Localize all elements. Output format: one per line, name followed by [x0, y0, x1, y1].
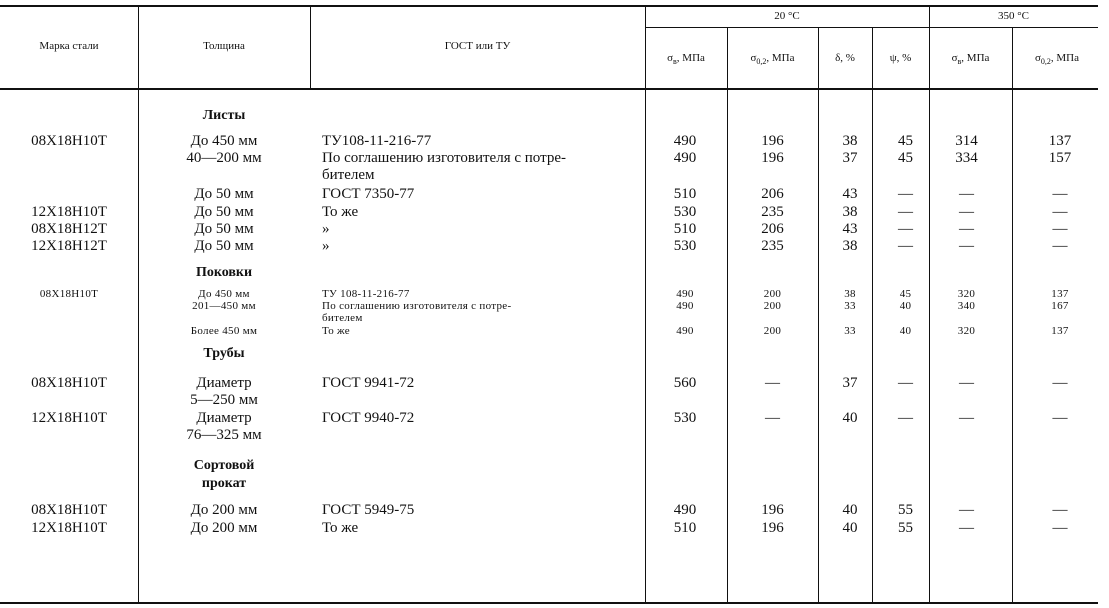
cell-delta: 33 [844, 300, 856, 312]
cell-sigma-02-350: — [1052, 410, 1068, 426]
cell-thickness: До 450 мм [198, 288, 250, 300]
cell-psi: — [898, 186, 913, 202]
cell-delta: 40 [842, 410, 858, 426]
bottom-rule [0, 602, 1098, 604]
cell-sigma-b: 490 [673, 502, 697, 518]
cell-sigma-02: 196 [761, 520, 784, 536]
cell-standard: » [322, 221, 330, 237]
cell-sigma-b-350: — [959, 410, 974, 426]
cell-psi: 55 [898, 520, 913, 536]
cell-standard-continued: бителем [322, 312, 363, 324]
cell-sigma-b: 490 [676, 300, 694, 312]
cell-sigma-02-350: — [1052, 502, 1068, 518]
cell-delta: 37 [842, 150, 858, 166]
top-rule [0, 5, 1098, 7]
cell-standard: По соглашению изготовителя с потре- [322, 150, 566, 166]
cell-sigma-02-350: — [1052, 375, 1068, 391]
cell-standard-continued: бителем [322, 167, 375, 183]
cell-thickness: До 50 мм [194, 221, 254, 237]
section-forgings: Поковки [195, 265, 253, 280]
cell-sigma-02-350: — [1052, 520, 1068, 536]
cell-sigma-02: — [765, 410, 780, 426]
header-thickness: Толщина [203, 40, 245, 52]
cell-delta: 43 [842, 186, 858, 202]
cell-standard: По соглашению изготовителя с потре- [322, 300, 512, 312]
cell-psi: 45 [898, 133, 913, 149]
cell-sigma-b: 510 [673, 221, 697, 237]
header-delta: δ, % [835, 52, 855, 64]
header-sigma-b-symbol: σ [667, 52, 674, 64]
cell-grade: 08Х18Н10Т [39, 288, 99, 300]
cell-psi: 45 [898, 150, 913, 166]
cell-grade: 08Х18Н12Т [31, 221, 107, 237]
header-sigma-02-unit: , МПа [766, 52, 795, 64]
cell-delta: 33 [844, 325, 856, 337]
cell-thickness: До 450 мм [190, 133, 258, 149]
header-sigma-b-350-unit: , МПа [961, 52, 990, 64]
cell-grade: 08Х18Н10Т [31, 133, 107, 149]
cell-sigma-b-350: — [959, 186, 974, 202]
cell-sigma-b: 490 [676, 288, 694, 300]
section-pipes: Трубы [203, 346, 245, 361]
cell-sigma-02-350: 167 [1051, 300, 1069, 312]
cell-delta: 38 [842, 133, 858, 149]
cell-sigma-b: 530 [673, 204, 697, 220]
header-sigma-02-sub: 0,2 [756, 57, 767, 67]
cell-standard: То же [322, 204, 359, 220]
cell-standard: ТУ108-11-216-77 [322, 133, 432, 149]
cell-sigma-b: 490 [676, 325, 694, 337]
cell-standard: ТУ 108-11-216-77 [322, 288, 410, 300]
cell-sigma-02-350: — [1052, 221, 1068, 237]
cell-psi: 40 [899, 325, 912, 337]
cell-psi: 45 [899, 288, 912, 300]
header-sigma-02-350-sub: 0,2 [1040, 57, 1051, 67]
header-sigma-02-350 [1012, 52, 1102, 68]
cell-thickness: 201—450 мм [192, 300, 256, 312]
cell-sigma-02: 196 [761, 150, 784, 166]
cell-sigma-02-350: — [1052, 186, 1068, 202]
cell-sigma-b-350: 340 [957, 300, 976, 312]
header-sigma-b [645, 52, 727, 68]
cell-sigma-02-350: 157 [1048, 150, 1072, 166]
cell-grade: 12Х18Н10Т [31, 520, 107, 536]
cell-sigma-02-350: 137 [1051, 288, 1069, 300]
cell-sigma-02: 206 [761, 221, 784, 237]
cell-psi: 40 [899, 300, 912, 312]
cell-sigma-b: 530 [673, 238, 697, 254]
cell-sigma-b-350: 320 [957, 288, 976, 300]
header-sigma-02 [727, 52, 818, 68]
cell-thickness: До 200 мм [190, 520, 258, 536]
section-bar-line1: Сортовой [193, 458, 255, 473]
cell-sigma-02: 196 [761, 502, 784, 518]
header-group-350: 350 °C [998, 10, 1029, 22]
cell-delta: 38 [844, 288, 856, 300]
cell-sigma-02: 235 [761, 204, 784, 220]
cell-sigma-b: 490 [673, 133, 697, 149]
cell-sigma-b-350: — [959, 204, 974, 220]
cell-standard: То же [322, 520, 359, 536]
cell-thickness: До 200 мм [190, 502, 258, 518]
cell-delta: 43 [842, 221, 858, 237]
cell-sigma-b-350: — [959, 375, 974, 391]
cell-sigma-02: 200 [763, 325, 782, 337]
cell-psi: — [898, 410, 913, 426]
cell-sigma-02-350: 137 [1048, 133, 1072, 149]
cell-standard: ГОСТ 9940-72 [322, 410, 415, 426]
cell-thickness: До 50 мм [194, 204, 254, 220]
header-sigma-02-symbol: σ [750, 52, 757, 64]
cell-standard: То же [322, 325, 350, 337]
section-sheets: Листы [202, 108, 246, 123]
cell-thickness-continued: 5—250 мм [190, 392, 258, 408]
cell-grade: 08Х18Н10Т [31, 502, 107, 518]
cell-sigma-02-350: — [1052, 204, 1068, 220]
cell-delta: 38 [842, 238, 858, 254]
section-bar-line2: прокат [201, 476, 247, 491]
cell-sigma-b: 490 [673, 150, 697, 166]
cell-sigma-b: 510 [673, 520, 697, 536]
cell-sigma-b-350: 320 [957, 325, 976, 337]
header-sigma-b-350-sub: в [957, 57, 962, 67]
cell-sigma-02: 196 [761, 133, 784, 149]
cell-sigma-b: 530 [673, 410, 697, 426]
cell-psi: — [898, 375, 913, 391]
cell-delta: 40 [842, 520, 858, 536]
cell-thickness: До 50 мм [194, 238, 254, 254]
cell-standard: ГОСТ 5949-75 [322, 502, 415, 518]
cell-thickness: Диаметр [196, 375, 252, 391]
cell-delta: 37 [842, 375, 858, 391]
cell-sigma-02: — [765, 375, 780, 391]
cell-thickness: До 50 мм [194, 186, 254, 202]
cell-sigma-02-350: 137 [1051, 325, 1069, 337]
cell-thickness: 40—200 мм [186, 150, 262, 166]
cell-psi: — [898, 204, 913, 220]
header-sigma-02-350-symbol: σ [1034, 52, 1041, 64]
header-group-20: 20 °C [774, 10, 800, 22]
header-sigma-b-unit: , МПа [676, 52, 705, 64]
cell-sigma-b-350: — [959, 502, 974, 518]
cell-standard: ГОСТ 9941-72 [322, 375, 415, 391]
cell-sigma-02-350: — [1052, 238, 1068, 254]
cell-sigma-02: 200 [763, 300, 782, 312]
cell-grade: 12Х18Н10Т [31, 410, 107, 426]
cell-sigma-02: 235 [761, 238, 784, 254]
cell-sigma-b-350: 334 [955, 150, 978, 166]
cell-sigma-02: 206 [761, 186, 784, 202]
cell-thickness: Более 450 мм [190, 325, 258, 337]
cell-sigma-02: 200 [763, 288, 782, 300]
header-psi: ψ, % [889, 52, 912, 64]
cell-grade: 12Х18Н12Т [31, 238, 107, 254]
cell-standard: » [322, 238, 330, 254]
cell-sigma-b-350: — [959, 520, 974, 536]
header-sigma-02-350-unit: , МПа [1050, 52, 1080, 64]
cell-delta: 40 [842, 502, 858, 518]
cell-psi: — [898, 238, 913, 254]
cell-sigma-b: 560 [673, 375, 697, 391]
cell-thickness-continued: 76—325 мм [186, 427, 262, 443]
cell-sigma-b: 510 [673, 186, 697, 202]
header-grade: Марка стали [39, 40, 99, 52]
header-sigma-b-sub: в [673, 57, 677, 67]
cell-standard: ГОСТ 7350-77 [322, 186, 415, 202]
cell-psi: 55 [898, 502, 913, 518]
cell-sigma-b-350: — [959, 221, 974, 237]
header-bottom-rule [0, 88, 1098, 90]
header-sigma-b-350 [929, 52, 1012, 68]
cell-delta: 38 [842, 204, 858, 220]
cell-grade: 08Х18Н10Т [31, 375, 107, 391]
header-standard: ГОСТ или ТУ [444, 40, 511, 52]
cell-thickness: Диаметр [196, 410, 252, 426]
header-sigma-b-350-symbol: σ [951, 52, 958, 64]
cell-sigma-b-350: — [959, 238, 974, 254]
cell-sigma-b-350: 314 [955, 133, 978, 149]
cell-grade: 12Х18Н10Т [31, 204, 107, 220]
cell-psi: — [898, 221, 913, 237]
